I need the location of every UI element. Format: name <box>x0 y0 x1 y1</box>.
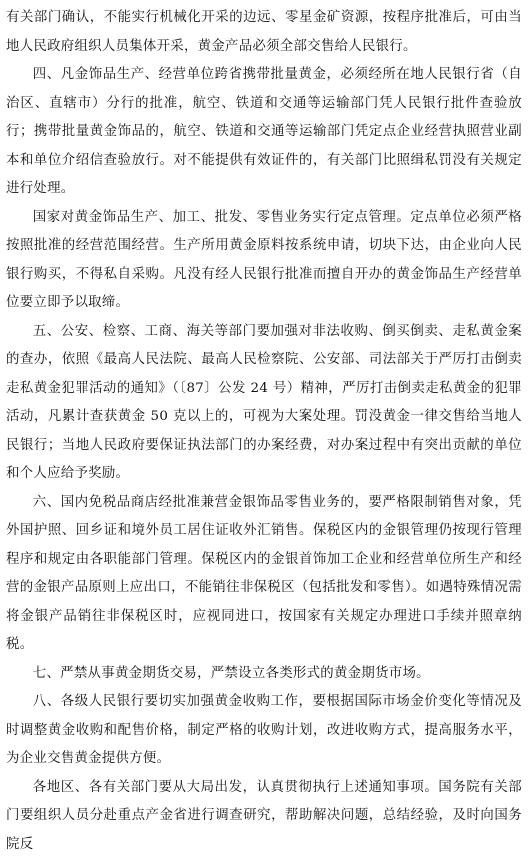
paragraph-item-four: 四、凡金饰品生产、经营单位跨省携带批量黄金，必须经所在地人民银行省（自治区、直辖市）分行的批准，航空、铁道和交通等运输部门凭人民银行批件查验放行；携带批量黄金饰品的，航空、铁道和交通等运输部门凭定点企业经营执照营业副本和单位介绍信查验放行。对不能提供有效证件的，有关部门比照缉私罚没有关规定进行处理。 <box>6 61 522 204</box>
paragraph-item-seven: 七、严禁从事黄金期货交易，严禁设立各类形式的黄金期货市场。 <box>6 660 522 689</box>
paragraph-item-five: 五、公安、检察、工商、海关等部门要加强对非法收购、倒买倒卖、走私黄金案的查办，依照《最高人民法院、最高人民检察院、公安部、司法部关于严厉打击倒卖走私黄金犯罪活动的通知》（〔87〕公发 24 号）精神，严厉打击倒卖走私黄金的犯罪活动，凡累计查获黄金 50 克以上的，可视为大案处理。罚没黄金一律交售给当地人民银行；当地人民政府要保证执法部门的办案经费，对办案过程中有突出贡献的单位和个人应给予奖励。 <box>6 318 522 489</box>
paragraph-continued: 有关部门确认，不能实行机械化开采的边远、零星金矿资源，按程序批准后，可由当地人民政府组织人员集体开采，黄金产品必须全部交售给人民银行。 <box>6 4 522 61</box>
paragraph-item-eight: 八、各级人民银行要切实加强黄金收购工作，要根据国际市场金价变化等情况及时调整黄金收购和配售价格，制定严格的收购计划，改进收购方式，提高服务水平，为企业交售黄金提供方便。 <box>6 688 522 774</box>
paragraph-item-six: 六、国内免税品商店经批准兼营金银饰品零售业务的，要严格限制销售对象，凭外国护照、回乡证和境外员工居住证收外汇销售。保税区内的金银管理仍按现行管理程序和规定由各职能部门管理。保税区内的金银首饰加工企业和经营单位所生产和经营的金银产品原则上应出口，不能销往非保税区（包括批发和零售）。如遇特殊情况需将金银产品销往非保税区时，应视同进口，按国家有关规定办理进口手续并照章纳税。 <box>6 489 522 660</box>
paragraph-designated-management: 国家对黄金饰品生产、加工、批发、零售业务实行定点管理。定点单位必须严格按照批准的经营范围经营。生产所用黄金原料按系统申请，切块下达，由企业向人民银行购买，不得私自采购。凡没有经人民银行批准而擅自开办的黄金饰品生产经营单位要立即予以取缔。 <box>6 204 522 318</box>
paragraph-closing: 各地区、各有关部门要从大局出发，认真贯彻执行上述通知事项。国务院有关部门要组织人员分赴重点产金省进行调查研究，帮助解决问题，总结经验，及时向国务院反 <box>6 774 522 859</box>
